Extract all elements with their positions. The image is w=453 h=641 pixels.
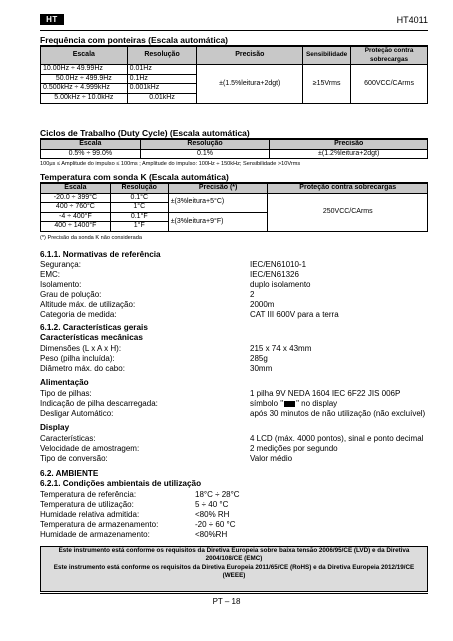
spec-value: 18°C ÷ 28°C [195, 490, 240, 499]
table-cell: 0.5% ÷ 99.0% [41, 149, 141, 159]
col-header: Precisão [270, 140, 428, 150]
spec-row [40, 310, 430, 320]
spec-value: <80% RH [195, 510, 230, 519]
table-cell: -20.0 ÷ 399°C [41, 193, 111, 203]
col-header: Precisão [197, 47, 303, 65]
spec-value: 2000m [250, 300, 275, 309]
spec-row [40, 434, 430, 444]
spec-label: Dimensões (L x A x H): [40, 344, 122, 353]
table-cell: 0.001kHz [127, 84, 197, 94]
spec-value: CAT III 600V para a terra [250, 310, 339, 319]
spec-value: 30mm [250, 364, 273, 373]
spec-label: Categoria de medida: [40, 310, 117, 319]
table-cell: 0.1Hz [127, 74, 197, 84]
table-cell: 0.500kHz ÷ 4.999kHz [41, 84, 128, 94]
spec-value: -20 ÷ 60 °C [195, 520, 236, 529]
table-cell: 600VCC/CArms [351, 65, 428, 103]
table-cell: 0.1% [140, 149, 270, 159]
spec-label: Humidade de armazenamento: [40, 530, 150, 539]
table-cell: ±(3%leitura+9°F) [168, 212, 268, 231]
spec-label: Grau de polução: [40, 290, 102, 299]
subsection-title-standards: 6.1.1. Normativas de referência [40, 250, 161, 259]
table-cell: ±(3%leitura+5°C) [168, 193, 268, 212]
spec-label: Segurança: [40, 260, 81, 269]
compliance-box [40, 546, 428, 592]
spec-value [250, 399, 337, 408]
subsection-title-general: 6.1.2. Características gerais [40, 323, 148, 332]
col-header: Resolução [140, 140, 270, 150]
table-cell: ±(1.2%leitura+2dgt) [270, 149, 428, 159]
table-cell: 250VCC/CArms [268, 193, 428, 231]
col-header: Escala [41, 184, 111, 194]
spec-label: Diâmetro máx. do cabo: [40, 364, 125, 373]
spec-value-suffix: " no display [296, 399, 338, 408]
spec-label: Desligar Automático: [40, 409, 114, 418]
section-title-temperature: Temperatura com sonda K (Escala automática) [40, 172, 428, 183]
temperature-note: (*) Precisão da sonda K não considerada [40, 235, 142, 241]
col-header: Escala [41, 140, 141, 150]
col-header: Sensibilidade [303, 47, 351, 65]
compliance-text: Este instrumento está conforme os requisitos da Diretiva Europeia sobre baixa tensão 2006/95/CE (LVD) e da Diretiva 2004/108/CE (EMC) [58, 547, 410, 563]
spec-label: Peso (pilha incluída): [40, 354, 115, 363]
spec-value: IEC/EN61010-1 [250, 260, 307, 269]
spec-row [40, 280, 430, 290]
table-cell: 400 ÷ 760°C [41, 203, 111, 213]
spec-label: Humidade relativa admitida: [40, 510, 140, 519]
page-number: PT – 18 [212, 597, 241, 606]
spec-label: Indicação de pilha descarregada: [40, 399, 158, 408]
spec-row [40, 364, 430, 374]
spec-row [40, 260, 430, 270]
table-cell: -4 ÷ 400°F [41, 212, 111, 222]
spec-row [40, 510, 430, 520]
table-cell: 10.00Hz ÷ 49.99Hz [41, 65, 128, 75]
group-title-mechanical: Características mecânicas [40, 333, 143, 342]
col-header: Escala [41, 47, 128, 65]
table-cell: 1°F [110, 222, 168, 232]
spec-value: 4 LCD (máx. 4000 pontos), sinal e ponto decimal [250, 434, 424, 443]
spec-value-prefix: símbolo " [250, 399, 284, 408]
spec-value: Valor médio [250, 454, 293, 463]
section-title-environment: 6.2. AMBIENTE [40, 469, 99, 478]
table-cell: 0.1°F [110, 212, 168, 222]
spec-value: 2 [250, 290, 255, 299]
spec-row [40, 300, 430, 310]
temperature-table [40, 183, 428, 232]
table-cell: 5.00kHz ÷ 10.0kHz [41, 93, 128, 103]
col-header: Resolução [110, 184, 168, 194]
group-title-power: Alimentação [40, 378, 89, 387]
spec-label: Temperatura de utilização: [40, 500, 134, 509]
table-cell: 400 ÷ 1400°F [41, 222, 111, 232]
duty-cycle-note: 100μs ≤ Amplitude do impulso ≤ 100ms ; Amplitude do impulso: 100Hz ÷ 150kHz; Sensibilidade >10Vrms [40, 161, 301, 167]
frequency-table [40, 46, 428, 104]
spec-row [40, 290, 430, 300]
spec-row [40, 490, 430, 500]
page-header [40, 10, 428, 31]
spec-label: Isolamento: [40, 280, 82, 289]
spec-row [40, 270, 430, 280]
spec-value: IEC/EN61326 [250, 270, 299, 279]
table-cell: ≥15Vrms [303, 65, 351, 103]
subsection-title-conditions: 6.2.1. Condições ambientais de utilização [40, 479, 202, 488]
spec-row [40, 389, 430, 399]
table-cell: 0.1°C [110, 193, 168, 203]
table-cell: 1°C [110, 203, 168, 213]
spec-row [40, 520, 430, 530]
spec-value: 2 medições por segundo [250, 444, 338, 453]
compliance-text: Este instrumento está conforme os requisitos da Diretiva Europeia 2011/65/CE (RoHS) e da Diretiva Europeia 2012/19/CE (WEEE) [53, 563, 415, 580]
battery-low-icon [284, 401, 295, 407]
spec-row [40, 530, 430, 540]
spec-value: <80%RH [195, 530, 228, 539]
spec-label: Características: [40, 434, 96, 443]
spec-value: 5 ÷ 40 °C [195, 500, 229, 509]
spec-label: Tipo de pilhas: [40, 389, 92, 398]
spec-row [40, 354, 430, 364]
spec-row [40, 454, 430, 464]
col-header: Precisão (*) [168, 184, 268, 194]
spec-value: duplo isolamento [250, 280, 311, 289]
section-title-frequency: Frequência com ponteiras (Escala automática) [40, 35, 428, 46]
spec-row [40, 344, 430, 354]
col-header: Resolução [127, 47, 197, 65]
spec-row [40, 399, 430, 409]
spec-row [40, 444, 430, 454]
spec-value: após 30 minutos de não utilização (não excluível) [250, 409, 426, 418]
duty-cycle-table [40, 139, 428, 159]
spec-label: Temperatura de armazenamento: [40, 520, 159, 529]
spec-value: 215 x 74 x 43mm [250, 344, 312, 353]
table-cell: ±(1.5%leitura+2dgt) [197, 65, 303, 103]
spec-label: Altitude máx. de utilização: [40, 300, 136, 309]
spec-value: 1 pilha 9V NEDA 1604 IEC 6F22 JIS 006P [250, 389, 401, 398]
col-header: Proteção contra sobrecargas [268, 184, 428, 194]
footer-divider [40, 593, 428, 594]
spec-row [40, 409, 430, 419]
section-title-duty-cycle: Ciclos de Trabalho (Duty Cycle) (Escala automática) [40, 128, 428, 139]
table-cell: 50.0Hz ÷ 499.9Hz [41, 74, 128, 84]
spec-label: Temperatura de referência: [40, 490, 137, 499]
col-header: Proteção contra sobrecargas [351, 47, 428, 65]
spec-row [40, 500, 430, 510]
table-cell: 0.01Hz [127, 65, 197, 75]
ht-logo: HT [40, 14, 64, 25]
spec-label: Tipo de conversão: [40, 454, 108, 463]
table-cell: 0.01kHz [127, 93, 197, 103]
spec-value: 285g [250, 354, 268, 363]
model-name: HT4011 [396, 15, 428, 25]
spec-label: Velocidade de amostragem: [40, 444, 140, 453]
group-title-display: Display [40, 423, 70, 432]
spec-label: EMC: [40, 270, 60, 279]
